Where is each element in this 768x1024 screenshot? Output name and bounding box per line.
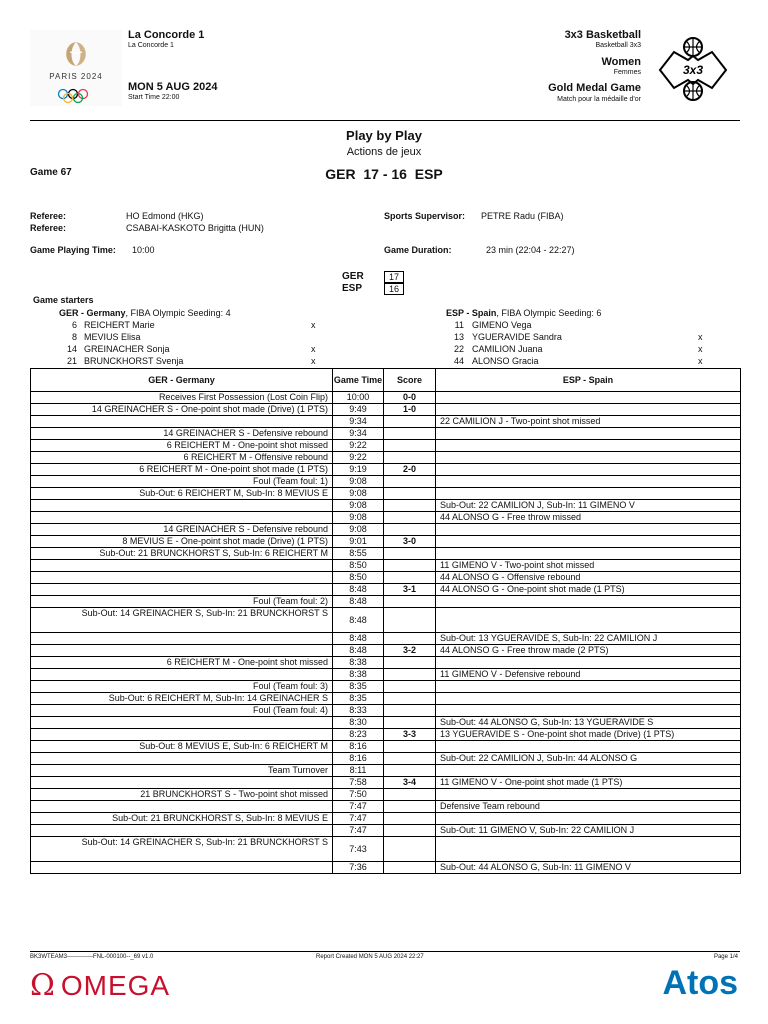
table-row — [31, 825, 741, 837]
table-row — [31, 572, 741, 584]
score-cell: 3-4 — [384, 777, 436, 789]
ger-action-cell: 6 REICHERT M - One-point shot missed — [31, 440, 333, 452]
game-time-cell: 8:55 — [333, 548, 384, 560]
game-time-cell: 9:08 — [333, 488, 384, 500]
game-time-cell: 8:33 — [333, 705, 384, 717]
esp-action-cell — [436, 608, 741, 633]
table-row — [31, 536, 741, 548]
table-row — [31, 452, 741, 464]
table-row — [31, 669, 741, 681]
score-cell — [384, 801, 436, 813]
game-time-cell: 8:48 — [333, 633, 384, 645]
score-cell — [384, 512, 436, 524]
start-time: Start Time 22:00 — [128, 94, 180, 101]
play-by-play-body — [31, 392, 741, 874]
esp-action-cell: Sub-Out: 44 ALONSO G, Sub-In: 11 GIMENO V — [436, 862, 741, 874]
table-row — [31, 488, 741, 500]
table-row — [31, 777, 741, 789]
table-row — [31, 837, 741, 862]
score-cell — [384, 669, 436, 681]
3x3-basketball-pictogram-icon — [656, 30, 738, 106]
ger-action-cell: 6 REICHERT M - Offensive rebound — [31, 452, 333, 464]
esp-action-cell — [436, 813, 741, 825]
svg-text:3x3: 3x3 — [682, 63, 704, 77]
ger-action-cell — [31, 801, 333, 813]
duration-value: 23 min (22:04 - 22:27) — [486, 245, 575, 255]
table-header-row — [31, 369, 741, 392]
ger-action-cell — [31, 862, 333, 874]
ger-action-cell: Team Turnover — [31, 765, 333, 777]
starter-name: GREINACHER Sonja — [84, 344, 170, 354]
event-name: Gold Medal Game — [548, 82, 641, 94]
table-row — [31, 765, 741, 777]
starter-number: 8 — [71, 332, 77, 342]
score-cell — [384, 428, 436, 440]
playing-time-label: Game Playing Time: — [30, 245, 116, 255]
game-number: Game 67 — [30, 167, 72, 178]
table-row — [31, 681, 741, 693]
ger-action-cell: Sub-Out: 21 BRUNCKHORST S, Sub-In: 6 REICHERT M — [31, 548, 333, 560]
esp-action-cell — [436, 765, 741, 777]
esp-action-cell — [436, 440, 741, 452]
ger-action-cell: Receives First Possession (Lost Coin Flip) — [31, 392, 333, 404]
ger-action-cell: Sub-Out: 6 REICHERT M, Sub-In: 14 GREINACHER S — [31, 693, 333, 705]
table-row — [31, 741, 741, 753]
header-divider — [30, 120, 740, 121]
game-time-cell: 8:48 — [333, 608, 384, 633]
table-row — [31, 645, 741, 657]
score-cell — [384, 717, 436, 729]
ger-action-cell: Sub-Out: 14 GREINACHER S, Sub-In: 21 BRUNCKHORST S — [31, 608, 333, 633]
score-line: GER 17 - 16 ESP — [325, 166, 443, 182]
score-cell — [384, 741, 436, 753]
table-row — [31, 801, 741, 813]
esp-action-cell: Sub-Out: 22 CAMILION J, Sub-In: 11 GIMENO V — [436, 500, 741, 512]
play-by-play-table — [30, 368, 741, 874]
game-time-cell: 8:35 — [333, 681, 384, 693]
score-cell — [384, 608, 436, 633]
esp-action-cell — [436, 693, 741, 705]
game-time-cell: 8:48 — [333, 645, 384, 657]
game-time-cell: 9:34 — [333, 416, 384, 428]
game-time-cell: 9:22 — [333, 440, 384, 452]
esp-action-cell: 11 GIMENO V - Two-point shot missed — [436, 560, 741, 572]
score-cell — [384, 572, 436, 584]
game-time-cell: 7:47 — [333, 813, 384, 825]
esp-action-cell — [436, 705, 741, 717]
esp-action-cell: Sub-Out: 22 CAMILION J, Sub-In: 44 ALONSO G — [436, 753, 741, 765]
game-time-cell: 8:48 — [333, 584, 384, 596]
doc-title-fr: Actions de jeux — [346, 146, 422, 158]
footer-code: BK3WTEAM3-------------FNL-000100--_69 v1.0 — [30, 954, 154, 960]
ger-action-cell: Foul (Team foul: 1) — [31, 476, 333, 488]
ger-action-cell — [31, 729, 333, 741]
score-cell — [384, 560, 436, 572]
score-cell — [384, 825, 436, 837]
table-row — [31, 705, 741, 717]
game-time-cell: 9:08 — [333, 476, 384, 488]
score-cell: 0-0 — [384, 392, 436, 404]
esp-action-cell — [436, 392, 741, 404]
sport-name-fr: Basketball 3x3 — [595, 42, 641, 49]
ger-action-cell: Foul (Team foul: 4) — [31, 705, 333, 717]
esp-action-cell — [436, 681, 741, 693]
esp-action-cell — [436, 476, 741, 488]
referee2-label: Referee: — [30, 223, 67, 233]
ger-action-cell — [31, 560, 333, 572]
table-row — [31, 428, 741, 440]
game-time-cell: 7:50 — [333, 789, 384, 801]
ger-action-cell — [31, 572, 333, 584]
esp-action-cell: 44 ALONSO G - One-point shot made (1 PTS) — [436, 584, 741, 596]
esp-action-cell: 22 CAMILION J - Two-point shot missed — [436, 416, 741, 428]
score-cell — [384, 753, 436, 765]
starter-mark: x — [311, 320, 316, 330]
esp-action-cell — [436, 789, 741, 801]
score-cell — [384, 440, 436, 452]
table-row — [31, 862, 741, 874]
esp-action-cell: Sub-Out: 13 YGUERAVIDE S, Sub-In: 22 CAMILION J — [436, 633, 741, 645]
score-cell — [384, 476, 436, 488]
table-row — [31, 729, 741, 741]
table-row — [31, 548, 741, 560]
table-row — [31, 717, 741, 729]
game-time-cell: 7:36 — [333, 862, 384, 874]
final-team2: ESP — [342, 283, 363, 294]
ger-action-cell — [31, 500, 333, 512]
game-time-cell: 7:47 — [333, 825, 384, 837]
ger-action-cell — [31, 777, 333, 789]
score-cell — [384, 813, 436, 825]
score-cell — [384, 705, 436, 717]
ger-action-cell: 14 GREINACHER S - Defensive rebound — [31, 428, 333, 440]
table-row — [31, 476, 741, 488]
esp-action-cell — [436, 524, 741, 536]
ger-action-cell — [31, 645, 333, 657]
ger-action-cell: 14 GREINACHER S - Defensive rebound — [31, 524, 333, 536]
game-time-cell: 9:22 — [333, 452, 384, 464]
starter-mark: x — [311, 356, 316, 366]
score-cell — [384, 548, 436, 560]
starter-mark: x — [698, 344, 703, 354]
referee2-name: CSABAI-KASKOTO Brigitta (HUN) — [126, 223, 264, 233]
esp-action-cell — [436, 452, 741, 464]
score-cell — [384, 596, 436, 608]
esp-action-cell — [436, 464, 741, 476]
venue-name: La Concorde 1 — [128, 29, 205, 41]
supervisor-name: PETRE Radu (FIBA) — [481, 211, 564, 221]
game-time-cell: 8:38 — [333, 669, 384, 681]
duration-label: Game Duration: — [384, 245, 452, 255]
ger-action-cell: 6 REICHERT M - One-point shot missed — [31, 657, 333, 669]
starter-number: 22 — [453, 344, 464, 354]
game-time-cell: 9:08 — [333, 500, 384, 512]
esp-action-cell: Sub-Out: 44 ALONSO G, Sub-In: 13 YGUERAVIDE S — [436, 717, 741, 729]
table-row — [31, 657, 741, 669]
esp-action-cell — [436, 404, 741, 416]
ger-action-cell: Sub-Out: 8 MEVIUS E, Sub-In: 6 REICHERT M — [31, 741, 333, 753]
esp-action-cell — [436, 536, 741, 548]
ger-action-cell — [31, 633, 333, 645]
ger-action-cell: Sub-Out: 6 REICHERT M, Sub-In: 8 MEVIUS E — [31, 488, 333, 500]
ger-action-cell — [31, 416, 333, 428]
esp-action-cell — [436, 596, 741, 608]
ger-action-cell: Foul (Team foul: 3) — [31, 681, 333, 693]
table-row — [31, 464, 741, 476]
table-row — [31, 524, 741, 536]
starters-label: Game starters — [33, 295, 94, 305]
ger-action-cell — [31, 669, 333, 681]
score-cell — [384, 500, 436, 512]
omega-symbol-icon: Ω — [30, 968, 55, 1003]
game-time-cell: 8:35 — [333, 693, 384, 705]
esp-action-cell — [436, 837, 741, 862]
supervisor-label: Sports Supervisor: — [384, 211, 466, 221]
score-cell — [384, 862, 436, 874]
game-time-cell: 7:58 — [333, 777, 384, 789]
score-cell — [384, 524, 436, 536]
gender-fr: Femmes — [613, 69, 641, 76]
game-time-cell: 9:08 — [333, 512, 384, 524]
esp-action-cell — [436, 428, 741, 440]
game-time-cell: 8:16 — [333, 753, 384, 765]
esp-action-cell: 44 ALONSO G - Offensive rebound — [436, 572, 741, 584]
game-time-cell: 9:34 — [333, 428, 384, 440]
final-team1: GER — [342, 271, 364, 282]
esp-action-cell — [436, 657, 741, 669]
starter-name: ALONSO Gracia — [472, 356, 539, 366]
ger-action-cell: 8 MEVIUS E - One-point shot made (Drive) (1 PTS) — [31, 536, 333, 548]
table-row — [31, 813, 741, 825]
game-time-cell: 8:50 — [333, 560, 384, 572]
game-time-cell: 8:48 — [333, 596, 384, 608]
footer-page: Page 1/4 — [713, 954, 738, 960]
table-row — [31, 596, 741, 608]
score-cell — [384, 681, 436, 693]
score-cell — [384, 633, 436, 645]
ger-action-cell — [31, 825, 333, 837]
omega-logo — [30, 968, 170, 1004]
starter-name: BRUNCKHORST Svenja — [84, 356, 184, 366]
col-header-score: Score — [384, 369, 436, 392]
score-cell — [384, 693, 436, 705]
ger-action-cell: 14 GREINACHER S - One-point shot made (Drive) (1 PTS) — [31, 404, 333, 416]
atos-logo: Atos — [662, 964, 738, 1002]
score-cell — [384, 416, 436, 428]
starter-name: CAMILION Juana — [472, 344, 543, 354]
match-date: MON 5 AUG 2024 — [128, 81, 218, 93]
ger-action-cell: Sub-Out: 21 BRUNCKHORST S, Sub-In: 8 MEVIUS E — [31, 813, 333, 825]
footer-divider — [30, 951, 740, 952]
referee1-name: HO Edmond (HKG) — [126, 211, 204, 221]
event-name-fr: Match pour la médaille d'or — [557, 96, 641, 103]
game-time-cell: 9:01 — [333, 536, 384, 548]
esp-action-cell — [436, 488, 741, 500]
ger-action-cell: 6 REICHERT M - One-point shot made (1 PTS) — [31, 464, 333, 476]
game-time-cell: 9:19 — [333, 464, 384, 476]
final-score2: 16 — [384, 283, 404, 295]
game-time-cell: 7:47 — [333, 801, 384, 813]
game-time-cell: 9:49 — [333, 404, 384, 416]
referee1-label: Referee: — [30, 211, 67, 221]
table-row — [31, 404, 741, 416]
starter-mark: x — [698, 332, 703, 342]
starter-number: 21 — [66, 356, 77, 366]
score-cell — [384, 789, 436, 801]
esp-action-cell: Defensive Team rebound — [436, 801, 741, 813]
footer-report-created: Report Created MON 5 AUG 2024 22:27 — [316, 954, 424, 960]
score-cell — [384, 488, 436, 500]
starter-number: 6 — [71, 320, 77, 330]
table-row — [31, 789, 741, 801]
playing-time-value: 10:00 — [132, 245, 155, 255]
game-time-cell: 8:11 — [333, 765, 384, 777]
starter-mark: x — [698, 356, 703, 366]
logo-wordmark: PARIS 2024 — [49, 72, 103, 81]
table-row — [31, 753, 741, 765]
ger-action-cell: Sub-Out: 14 GREINACHER S, Sub-In: 21 BRUNCKHORST S — [31, 837, 333, 862]
game-time-cell: 8:16 — [333, 741, 384, 753]
score-cell: 3-3 — [384, 729, 436, 741]
omega-wordmark: OMEGA — [60, 970, 171, 1001]
table-row — [31, 500, 741, 512]
esp-action-cell: 44 ALONSO G - Free throw missed — [436, 512, 741, 524]
starter-number: 44 — [453, 356, 464, 366]
game-time-cell: 8:50 — [333, 572, 384, 584]
ger-action-cell: Foul (Team foul: 2) — [31, 596, 333, 608]
ger-action-cell — [31, 512, 333, 524]
score-cell: 1-0 — [384, 404, 436, 416]
score-cell: 3-0 — [384, 536, 436, 548]
score-cell: 2-0 — [384, 464, 436, 476]
paris-2024-logo — [30, 30, 122, 106]
starter-number: 14 — [66, 344, 77, 354]
esp-action-cell — [436, 741, 741, 753]
esp-action-cell — [436, 548, 741, 560]
table-row — [31, 633, 741, 645]
score-cell — [384, 657, 436, 669]
ger-action-cell — [31, 717, 333, 729]
game-time-cell: 9:08 — [333, 524, 384, 536]
table-row — [31, 416, 741, 428]
final-score1: 17 — [384, 271, 404, 283]
table-row — [31, 392, 741, 404]
score-cell — [384, 837, 436, 862]
starter-number: 13 — [453, 332, 464, 342]
ger-action-cell — [31, 753, 333, 765]
score-cell — [384, 452, 436, 464]
col-header-esp: ESP - Spain — [436, 369, 741, 392]
esp-action-cell: 44 ALONSO G - Free throw made (2 PTS) — [436, 645, 741, 657]
game-time-cell: 8:23 — [333, 729, 384, 741]
esp-action-cell: 11 GIMENO V - Defensive rebound — [436, 669, 741, 681]
starter-number: 11 — [454, 320, 464, 330]
gender: Women — [601, 56, 641, 68]
table-row — [31, 693, 741, 705]
starter-name: MEVIUS Elisa — [84, 332, 141, 342]
esp-starters-heading: ESP - Spain, FIBA Olympic Seeding: 6 — [446, 308, 602, 318]
starter-mark: x — [311, 344, 316, 354]
table-row — [31, 560, 741, 572]
table-row — [31, 512, 741, 524]
game-time-cell: 8:38 — [333, 657, 384, 669]
col-header-ger: GER - Germany — [31, 369, 333, 392]
ger-action-cell: 21 BRUNCKHORST S - Two-point shot missed — [31, 789, 333, 801]
score-cell — [384, 765, 436, 777]
game-time-cell: 10:00 — [333, 392, 384, 404]
esp-action-cell: 11 GIMENO V - One-point shot made (1 PTS) — [436, 777, 741, 789]
game-time-cell: 7:43 — [333, 837, 384, 862]
doc-title: Play by Play — [346, 128, 422, 143]
game-time-cell: 8:30 — [333, 717, 384, 729]
score-cell: 3-2 — [384, 645, 436, 657]
table-row — [31, 440, 741, 452]
table-row — [31, 608, 741, 633]
esp-action-cell: 13 YGUERAVIDE S - One-point shot made (Drive) (1 PTS) — [436, 729, 741, 741]
starter-name: REICHERT Marie — [84, 320, 155, 330]
starter-name: GIMENO Vega — [472, 320, 532, 330]
ger-action-cell — [31, 584, 333, 596]
ger-starters-heading: GER - Germany, FIBA Olympic Seeding: 4 — [59, 308, 231, 318]
table-row — [31, 584, 741, 596]
score-cell: 3-1 — [384, 584, 436, 596]
venue-name-fr: La Concorde 1 — [128, 42, 174, 49]
esp-action-cell: Sub-Out: 11 GIMENO V, Sub-In: 22 CAMILION J — [436, 825, 741, 837]
col-header-time: Game Time — [333, 369, 384, 392]
starter-name: YGUERAVIDE Sandra — [472, 332, 562, 342]
sport-name: 3x3 Basketball — [564, 29, 641, 41]
